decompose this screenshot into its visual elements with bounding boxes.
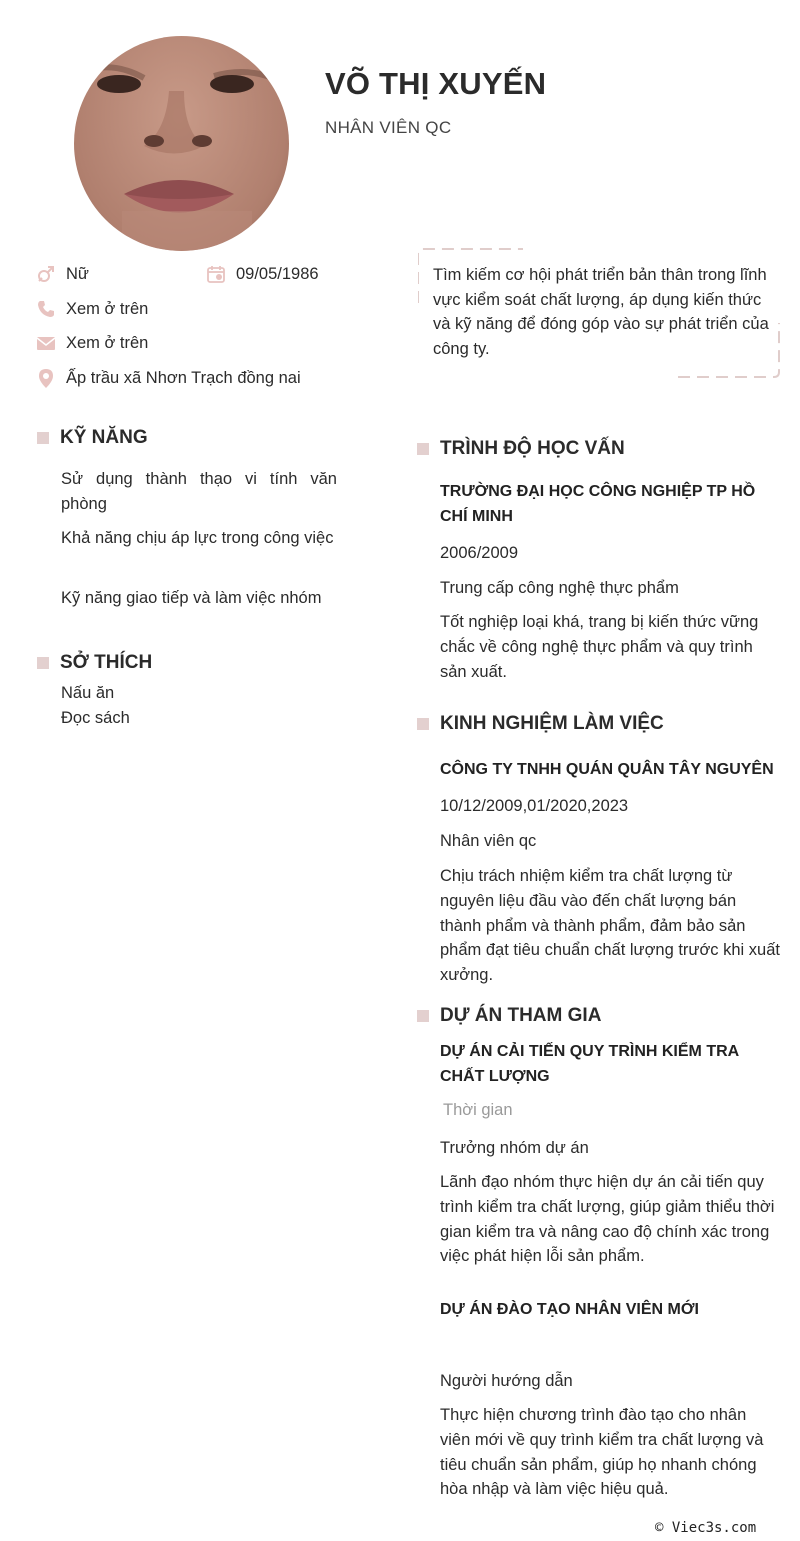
career-objective xyxy=(418,248,780,379)
email-row xyxy=(36,333,148,353)
hobby-item: Nấu ăn xyxy=(61,684,115,702)
calendar-icon xyxy=(206,264,226,284)
project-name: DỰ ÁN ĐÀO TẠO NHÂN VIÊN MỚI xyxy=(440,1301,699,1318)
objective-text: Tìm kiếm cơ hội phát triển bản thân trong lĩnh vực kiểm soát chất lượng, áp dụng kiến thức và kỹ năng để đóng góp vào sự phát triển của công ty. xyxy=(433,266,769,359)
experience-description: Chịu trách nhiệm kiểm tra chất lượng từ nguyên liệu đầu vào đến chất lượng bán thành phẩm và thành phẩm, đảm bảo sản phẩm đạt tiêu chuẩn chất lượng trước khi xuất xưởng. xyxy=(440,867,780,985)
skill-item: Kỹ năng giao tiếp và làm việc nhóm xyxy=(61,589,322,607)
education-heading xyxy=(417,438,625,460)
avatar xyxy=(74,36,289,251)
gender-icon xyxy=(36,264,56,284)
company-name: CÔNG TY TNHH QUÁN QUÂN TÂY NGUYÊN xyxy=(440,761,774,778)
project-role: Người hướng dẫn xyxy=(440,1372,573,1390)
project-role: Trưởng nhóm dự án xyxy=(440,1139,589,1157)
skill-item: Khả năng chịu áp lực trong công việc xyxy=(61,529,334,547)
gender-row xyxy=(36,264,89,284)
section-marker xyxy=(37,432,49,444)
project-description: Lãnh đạo nhóm thực hiện dự án cải tiến quy trình kiểm tra chất lượng, giúp giảm thiểu thời gian kiểm tra và nâng cao độ chính xác trong việc phát hiện lỗi sản phẩm. xyxy=(440,1173,775,1266)
job-title: NHÂN VIÊN QC xyxy=(325,118,452,137)
hobbies-heading xyxy=(37,652,152,674)
education-major: Trung cấp công nghệ thực phẩm xyxy=(440,579,679,597)
project-name: DỰ ÁN CẢI TIẾN QUY TRÌNH KIỂM TRA CHẤT LƯỢNG xyxy=(440,1043,739,1085)
dob-value: 09/05/1986 xyxy=(236,264,319,283)
phone-icon xyxy=(36,299,56,319)
school-name: TRƯỜNG ĐẠI HỌC CÔNG NGHIỆP TP HỒ CHÍ MINH xyxy=(440,483,756,525)
hobbies-heading-label: SỞ THÍCH xyxy=(60,652,153,673)
phone-value: Xem ở trên xyxy=(66,299,149,318)
education-heading-label: TRÌNH ĐỘ HỌC VẤN xyxy=(440,438,625,459)
address-row xyxy=(36,368,301,388)
avatar-photo xyxy=(74,36,289,251)
experience-period: 10/12/2009,01/2020,2023 xyxy=(440,797,629,815)
location-icon xyxy=(36,368,56,388)
mail-icon xyxy=(36,333,56,353)
email-value: Xem ở trên xyxy=(66,333,149,352)
projects-heading xyxy=(417,1005,601,1027)
phone-row xyxy=(36,299,148,319)
candidate-name: VÕ THỊ XUYẾN xyxy=(325,66,547,101)
section-marker xyxy=(417,443,429,455)
projects-heading-label: DỰ ÁN THAM GIA xyxy=(440,1005,602,1026)
project-description: Thực hiện chương trình đào tạo cho nhân viên mới về quy trình kiểm tra chất lượng và tiêu chuẩn sản phẩm, giúp họ nhanh chóng hòa nhập và làm việc hiệu quả. xyxy=(440,1406,764,1499)
address-value: Ấp trầu xã Nhơn Trạch đồng nai xyxy=(66,368,301,387)
education-description: Tốt nghiệp loại khá, trang bị kiến thức vững chắc về công nghệ thực phẩm và quy trình sản xuất. xyxy=(440,613,759,681)
skill-item: Sử dụng thành thạo vi tính văn phòng xyxy=(61,470,337,513)
gender-value: Nữ xyxy=(66,264,89,283)
section-marker xyxy=(37,657,49,669)
dob-row xyxy=(206,264,319,284)
section-marker xyxy=(417,1010,429,1022)
education-period: 2006/2009 xyxy=(440,544,518,562)
experience-heading xyxy=(417,713,664,735)
project-time: Thời gian xyxy=(443,1101,513,1119)
experience-position: Nhân viên qc xyxy=(440,832,537,850)
experience-heading-label: KINH NGHIỆM LÀM VIỆC xyxy=(440,713,664,734)
hobby-item: Đọc sách xyxy=(61,709,130,727)
skills-heading-label: KỸ NĂNG xyxy=(60,427,148,448)
skills-heading xyxy=(37,427,148,449)
section-marker xyxy=(417,718,429,730)
footer-watermark: © Viec3s.com xyxy=(655,1520,757,1536)
